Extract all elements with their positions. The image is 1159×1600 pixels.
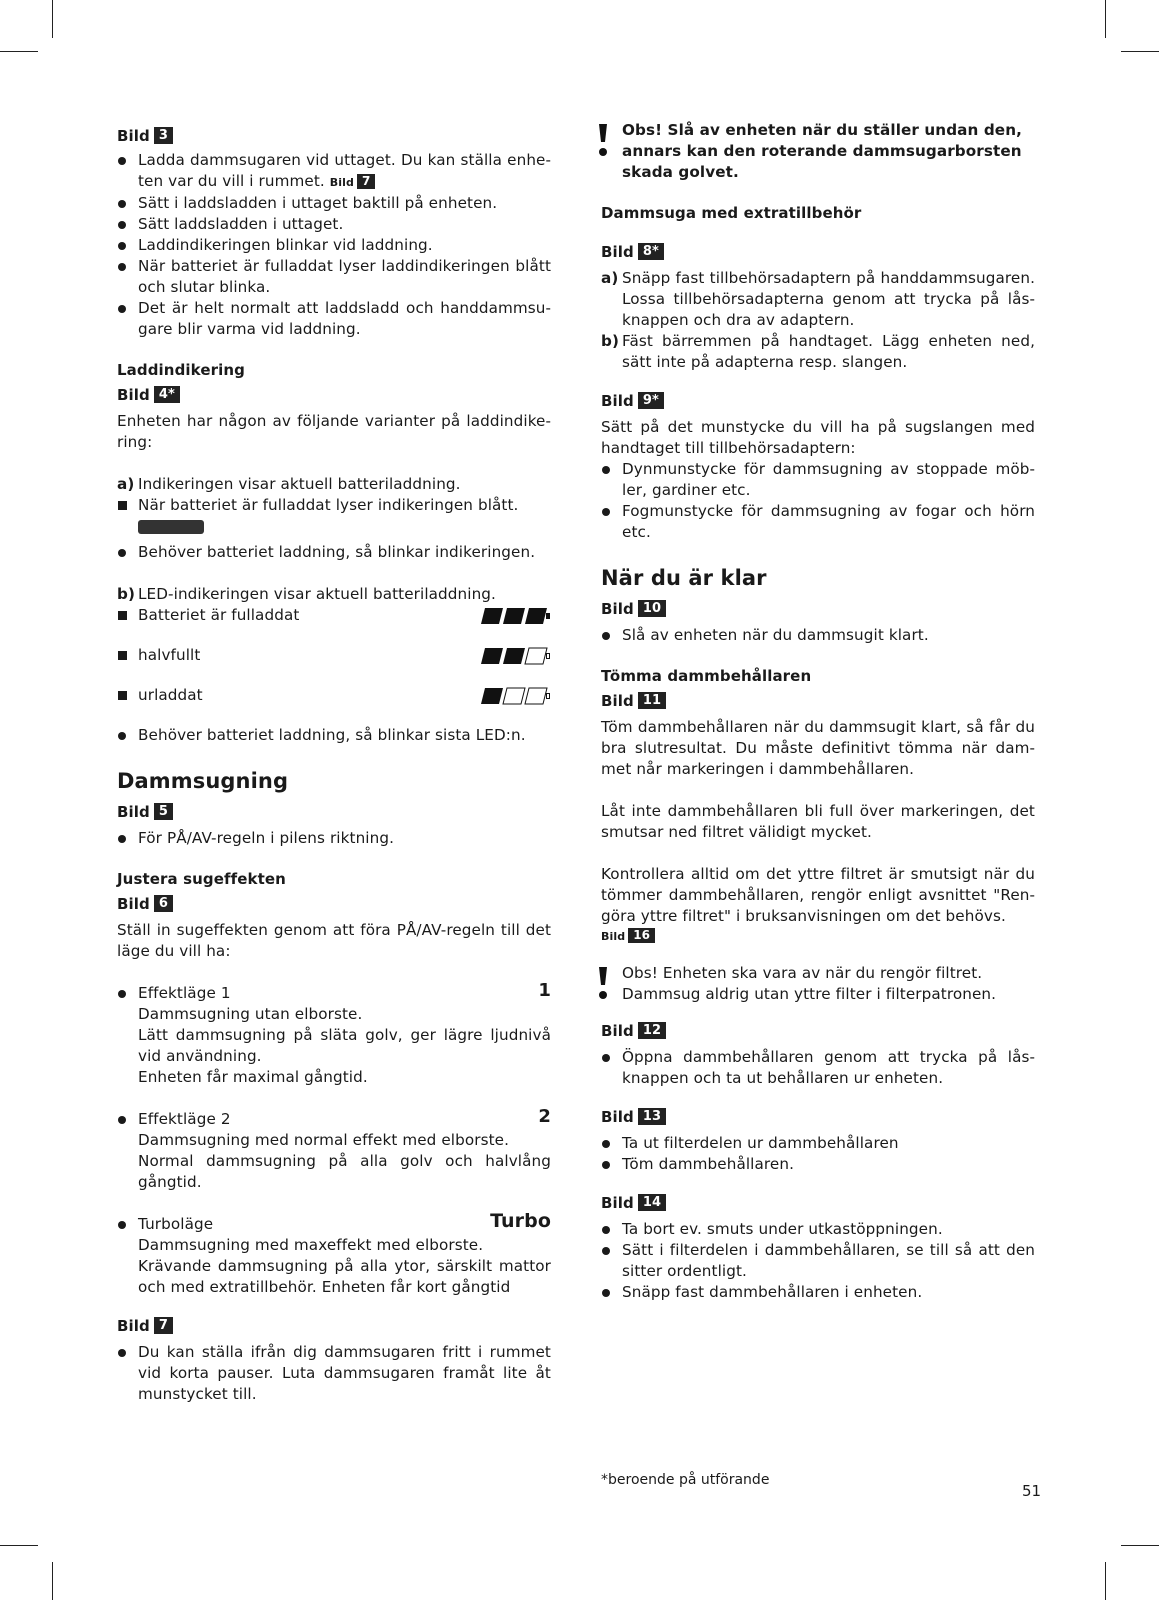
list-item: Ladda dammsugaren vid uttaget. Du kan ställa enheten var du vill i rummet. Bild 7	[138, 151, 551, 190]
battery-indicator-icon	[138, 520, 204, 534]
mode-line: Dammsugning med normal effekt med elborste.	[138, 1131, 510, 1149]
list-item: Töm dammbehållaren.	[622, 1155, 795, 1173]
list-item: Ta bort ev. smuts under utkastöppningen.	[622, 1220, 943, 1238]
section-heading: Dammsuga med extratillbehör	[601, 204, 862, 222]
section-title: När du är klar	[601, 566, 767, 590]
charging-list	[117, 150, 551, 340]
figure-ref-13: Bild 13	[601, 1105, 1035, 1129]
warning-icon	[596, 124, 610, 158]
mode-line: Enheten får maximal gångtid.	[138, 1068, 368, 1086]
variant-a: a) Indikeringen visar aktuell batteriladdning.	[117, 475, 461, 493]
mode-title: Effektläge 1	[138, 984, 231, 1002]
mode-line: Dammsugning utan elborste.	[138, 1005, 363, 1023]
crop-mark	[1121, 1545, 1159, 1546]
figure-ref-8: Bild 8*	[601, 240, 1035, 264]
section-heading: Justera sugeffekten	[117, 870, 286, 888]
section-title: Dammsugning	[117, 769, 289, 793]
list-item: Dynmunstycke för dammsugning av stoppade möbler, gardiner etc.	[622, 460, 1035, 499]
paragraph: Ställ in sugeffekten genom att föra PÅ/AV-regeln till det läge du vill ha:	[117, 921, 551, 960]
crop-mark	[1105, 1562, 1106, 1600]
warning-note: Obs! Slå av enheten när du ställer undan den, annars kan den roterande dammsugarborsten skada golvet.	[601, 120, 1035, 183]
mode-title: Turboläge	[138, 1215, 214, 1233]
list-item: Fogmunstycke för dammsugning av fogar och hörn etc.	[622, 502, 1035, 541]
paragraph: Töm dammbehållaren när du dammsugit klart, så får du bra slutresultat. Du måste definitivt tömma när dammet når markeringen i dammbehållaren.	[601, 718, 1035, 778]
list-item: a) Snäpp fast tillbehörsadaptern på handdammsugaren. Lossa tillbehörsadapterna genom att trycka på låsknappen och dra av adaptern.	[601, 269, 1035, 329]
section-heading: Laddindikering	[117, 361, 245, 379]
figure-ref-3: Bild 3	[117, 124, 551, 148]
mode-turbo	[117, 1210, 551, 1298]
list-item: Snäpp fast dammbehållaren i enheten.	[622, 1283, 923, 1301]
figure-ref-6: Bild 6	[117, 892, 551, 916]
led-empty-icon	[479, 687, 551, 705]
mode-1	[117, 980, 551, 1088]
footnote: *beroende på utförande	[601, 1472, 770, 1488]
list-item: När batteriet är fulladdat lyser indikeringen blått.	[138, 496, 519, 514]
paragraph: Kontrollera alltid om det yttre filtret är smutsigt när du tömmer dammbehållaren, rengör enligt avsnittet "Rengöra yttre filtret" i bruksanvisningen om det behövs.	[601, 865, 1035, 925]
mode-line: Dammsugning med maxeffekt med elborste.	[138, 1236, 484, 1254]
crop-mark	[52, 0, 53, 38]
warning-note: Obs! Enheten ska vara av när du rengör filtret. Dammsug aldrig utan yttre filter i filterpatronen.	[601, 963, 1035, 1005]
list-item: Du kan ställa ifrån dig dammsugaren fritt i rummet vid korta pauser. Luta dammsugaren framåt lite åt munstycket till.	[138, 1343, 551, 1403]
list-item: Sätt i filterdelen i dammbehållaren, se till så att den sitter ordentligt.	[622, 1241, 1035, 1280]
list-item: Ta ut filterdelen ur dammbehållaren	[622, 1134, 899, 1152]
mode-line: Krävande dammsugning på alla ytor, särskilt mattor och med extratillbehör. Enheten får kort gångtid	[138, 1257, 551, 1296]
figure-ref-7: Bild 7	[117, 1314, 551, 1338]
mode-title: Effektläge 2	[138, 1110, 231, 1128]
crop-mark	[0, 1545, 38, 1546]
crop-mark	[52, 1562, 53, 1600]
mode-value: 1	[538, 980, 551, 1001]
list-item: Sätt i laddsladden i uttaget baktill på enheten.	[138, 194, 498, 212]
mode-line: Normal dammsugning på alla golv och halvlång gångtid.	[138, 1152, 551, 1191]
led-half-icon	[479, 647, 551, 665]
section-heading: Tömma dammbehållaren	[601, 667, 812, 685]
right-column	[601, 120, 1035, 1303]
list-item: b) Fäst bärremmen på handtaget. Lägg enheten ned, sätt inte på adapterna resp. slangen.	[601, 332, 1035, 371]
list-item: Öppna dammbehållaren genom att trycka på låsknappen och ta ut behållaren ur enheten.	[622, 1048, 1035, 1087]
mode-2	[117, 1106, 551, 1193]
figure-ref-11: Bild 11	[601, 689, 1035, 713]
figure-ref-9: Bild 9*	[601, 389, 1035, 413]
mode-line: Lätt dammsugning på släta golv, ger lägre ljudnivå vid användning.	[138, 1026, 551, 1065]
paragraph: Enheten har någon av följande varianter på laddindikering:	[117, 412, 551, 451]
page-number: 51	[1022, 1482, 1042, 1500]
mode-value: 2	[538, 1106, 551, 1127]
list-item: Sätt laddsladden i uttaget.	[138, 215, 344, 233]
crop-mark	[0, 51, 38, 52]
led-full-row: Batteriet är fulladdat	[117, 605, 551, 645]
warning-icon	[596, 967, 610, 1001]
list-item: Behöver batteriet laddning, så blinkar indikeringen.	[138, 543, 536, 561]
list-item: Laddindikeringen blinkar vid laddning.	[138, 236, 433, 254]
list-item: När batteriet är fulladdat lyser laddindikeringen blått och slutar blinka.	[138, 257, 551, 296]
crop-mark	[1121, 51, 1159, 52]
led-half-row: halvfullt	[117, 645, 551, 685]
list-item: Slå av enheten när du dammsugit klart.	[622, 626, 929, 644]
figure-ref-10: Bild 10	[601, 597, 1035, 621]
list-item: Det är helt normalt att laddsladd och handdammsugare blir varma vid laddning.	[138, 299, 551, 338]
crop-mark	[1105, 0, 1106, 38]
list-item: Behöver batteriet laddning, så blinkar sista LED:n.	[138, 726, 526, 744]
figure-ref-4: Bild 4*	[117, 383, 551, 407]
figure-ref-14: Bild 14	[601, 1191, 1035, 1215]
paragraph: Sätt på det munstycke du vill ha på sugslangen med handtaget till tillbehörsadaptern:	[601, 418, 1035, 457]
led-empty-row: urladdat	[117, 685, 551, 725]
figure-ref-16: Bild 16	[601, 925, 1035, 947]
figure-ref-5: Bild 5	[117, 800, 551, 824]
list-item: För PÅ/AV-regeln i pilens riktning.	[138, 829, 395, 847]
figure-ref-12: Bild 12	[601, 1019, 1035, 1043]
left-column	[117, 118, 551, 1405]
paragraph: Låt inte dammbehållaren bli full över markeringen, det smutsar ned filtret välidigt mycket.	[601, 802, 1035, 841]
led-full-icon	[479, 607, 551, 625]
mode-value: Turbo	[490, 1210, 551, 1232]
variant-b: b) LED-indikeringen visar aktuell batteriladdning.	[117, 585, 496, 603]
